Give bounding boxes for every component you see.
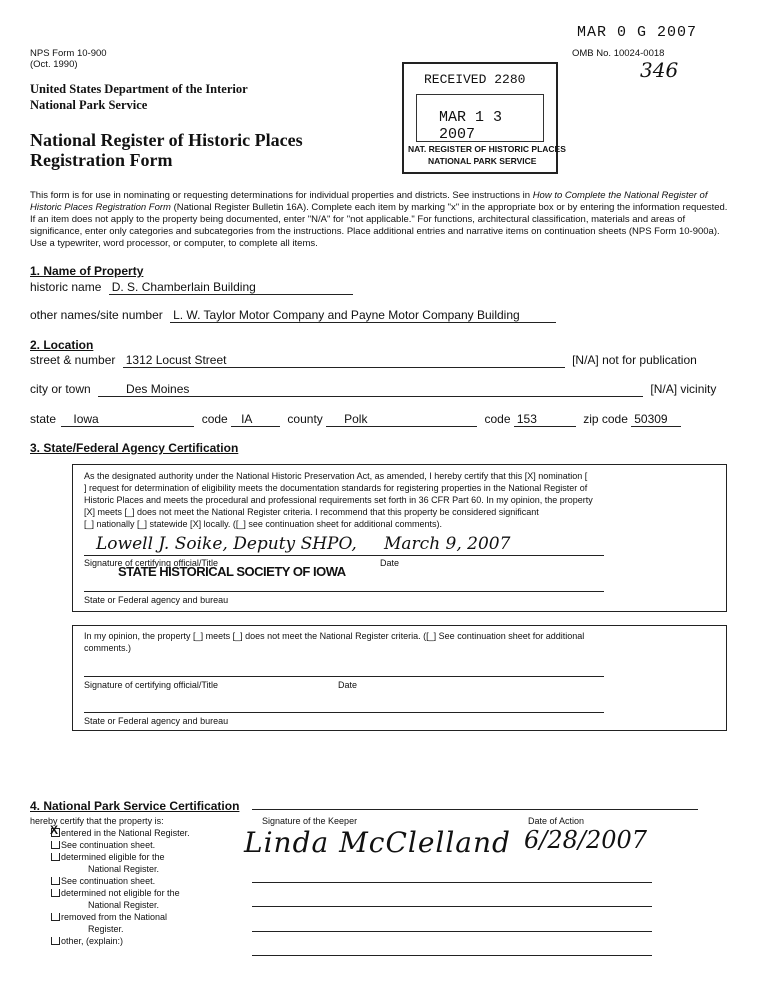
county-label: county [287, 412, 323, 426]
option-see-sheet-1-label: See continuation sheet. [61, 840, 156, 850]
handwritten-reference: 346 [640, 58, 679, 82]
option-entered[interactable] [50, 823, 190, 839]
option-see-sheet-2[interactable] [50, 875, 155, 887]
section-4-heading: 4. National Park Service Certification [30, 799, 240, 813]
agency-label: State or Federal agency and bureau [84, 595, 229, 605]
option-entered-label: entered in the National Register. [61, 828, 190, 838]
received-date: MAR 1 3 2007 [439, 109, 503, 143]
option-other-label: other, (explain:) [61, 936, 124, 946]
state-label: state [30, 412, 57, 426]
omb-number: OMB No. 10024-0018 [572, 48, 665, 59]
county-code-label: code [484, 412, 511, 426]
agency-line [84, 591, 604, 592]
hereby-text: hereby certify that the property is: [30, 816, 164, 826]
cert-line-2: ] request for determination of eligibility meets the documentation standards for registering properties in the National Register of [84, 483, 588, 493]
street-label: street & number [30, 353, 116, 367]
comment-agency-line [84, 712, 604, 713]
received-service: NATIONAL PARK SERVICE [428, 156, 537, 166]
city-row [30, 382, 716, 397]
comment-signature-label: Signature of certifying official/Title [84, 680, 219, 690]
intro-instructions-title: How to Complete the National Register of Historic Places Registration Form [30, 190, 708, 213]
signature-label: Signature of certifying official/Title [84, 558, 219, 568]
entered-checkbox[interactable]: X [50, 823, 59, 837]
agency-stamp: STATE HISTORICAL SOCIETY OF IOWA [118, 564, 346, 579]
option-other[interactable] [50, 935, 123, 947]
comment-line-2: comments.) [84, 643, 132, 653]
keeper-signature: Linda McClelland [244, 826, 511, 859]
not-eligible-checkbox[interactable] [51, 889, 60, 897]
keeper-line-4 [252, 955, 652, 956]
intro-text-b: (National Register Bulletin 16A). Complete each item by marking "x" in the appropriate box or by entering the information requested. If an item does not apply to the property being documented, enter "N/A" for "not applicable." For functions, architectural classification, materials and areas of significance, enter only categories and subcategories from the instructions. Place additional entries and narrative items on continuation sheets (NPS Form 10-900a). Use a typewriter, word processor, or computer, to complete all items. [30, 202, 728, 249]
state-row [30, 412, 681, 427]
option-not-eligible-label: determined not eligible for the [61, 888, 180, 898]
certifying-date: March 9, 2007 [384, 534, 511, 554]
zip-label: zip code [583, 412, 628, 426]
city-label: city or town [30, 382, 91, 396]
keeper-line-2 [252, 906, 652, 907]
state-code-label: code [201, 412, 228, 426]
eligible-checkbox[interactable] [51, 853, 60, 861]
comment-line-1: In my opinion, the property [_] meets [_] does not meet the National Register criteria. ([_] See continuation sheet for additional [84, 631, 585, 641]
not-for-publication[interactable]: [N/A] not for publication [572, 353, 697, 367]
cert-line-4: [X] meets [_] does not meet the National Register criteria. I recommend that this property be considered significant [84, 507, 539, 517]
signature-line [84, 555, 604, 556]
historic-name-label: historic name [30, 280, 102, 294]
vicinity[interactable]: [N/A] vicinity [650, 382, 717, 396]
county-field[interactable]: Polk [326, 413, 477, 427]
state-code-field[interactable]: IA [231, 413, 280, 427]
option-removed-label-2: Register. [88, 924, 124, 934]
option-eligible[interactable] [50, 851, 165, 863]
received-stamp [402, 62, 566, 174]
received-label: RECEIVED 2280 [424, 72, 526, 87]
intro-paragraph [30, 190, 735, 250]
see-sheet-2-checkbox[interactable] [51, 877, 60, 885]
option-not-eligible[interactable] [50, 887, 180, 899]
option-not-eligible-label-2: National Register. [88, 900, 160, 910]
removed-checkbox[interactable] [51, 913, 60, 921]
option-see-sheet-1[interactable] [50, 839, 155, 851]
action-date: 6/28/2007 [524, 826, 648, 854]
zip-field[interactable]: 50309 [631, 413, 681, 427]
form-title: National Register of Historic Places [30, 130, 303, 150]
keeper-label: Signature of the Keeper [262, 816, 358, 826]
certifying-signature: Lowell J. Soike, Deputy SHPO, [96, 534, 357, 554]
comment-signature-line [84, 676, 604, 677]
other-names-label: other names/site number [30, 308, 163, 322]
service-name: National Park Service [30, 98, 148, 112]
other-names-field[interactable]: L. W. Taylor Motor Company and Payne Motor Company Building [170, 309, 556, 323]
comment-date-label: Date [338, 680, 358, 690]
county-code-field[interactable]: 153 [514, 413, 576, 427]
historic-name-row [30, 280, 353, 295]
option-removed-label: removed from the National [61, 912, 168, 922]
option-eligible-label: determined eligible for the [61, 852, 165, 862]
section-1-heading: 1. Name of Property [30, 264, 144, 278]
keeper-line-1 [252, 882, 652, 883]
filed-date-stamp: MAR 0 G 2007 [577, 24, 698, 41]
form-date: (Oct. 1990) [30, 59, 78, 70]
option-removed[interactable] [50, 911, 167, 923]
option-eligible-label-2: National Register. [88, 864, 160, 874]
option-see-sheet-2-label: See continuation sheet. [61, 876, 156, 886]
received-date-box [416, 94, 544, 142]
section-4-rule [252, 809, 698, 810]
action-date-label: Date of Action [528, 816, 585, 826]
state-field[interactable]: Iowa [61, 413, 194, 427]
form-subtitle: Registration Form [30, 150, 173, 170]
other-names-row [30, 308, 556, 323]
keeper-line-3 [252, 931, 652, 932]
received-register: NAT. REGISTER OF HISTORIC PLACES [408, 144, 566, 154]
intro-text-a: This form is for use in nominating or requesting determinations for individual properties and districts. See instructions in [30, 190, 533, 201]
form-number: NPS Form 10-900 [30, 48, 107, 59]
street-row [30, 353, 697, 368]
city-field[interactable]: Des Moines [98, 383, 643, 397]
section-2-heading: 2. Location [30, 338, 94, 352]
department-name: United States Department of the Interior [30, 82, 248, 96]
comment-agency-label: State or Federal agency and bureau [84, 716, 229, 726]
see-sheet-1-checkbox[interactable] [51, 841, 60, 849]
cert-line-5: [_] nationally [_] statewide [X] locally. ([_] see continuation sheet for additional comments). [84, 519, 443, 529]
historic-name-field[interactable]: D. S. Chamberlain Building [109, 281, 353, 295]
cert-line-1: As the designated authority under the National Historic Preservation Act, as amended, I hereby certify that this [X] nomination [ [84, 471, 588, 481]
other-checkbox[interactable] [51, 937, 60, 945]
cert-line-3: Historic Places and meets the procedural and professional requirements set forth in 36 CFR Part 60. In my opinion, the property [84, 495, 593, 505]
section-3-heading: 3. State/Federal Agency Certification [30, 441, 239, 455]
date-label: Date [380, 558, 400, 568]
street-field[interactable]: 1312 Locust Street [123, 354, 565, 368]
